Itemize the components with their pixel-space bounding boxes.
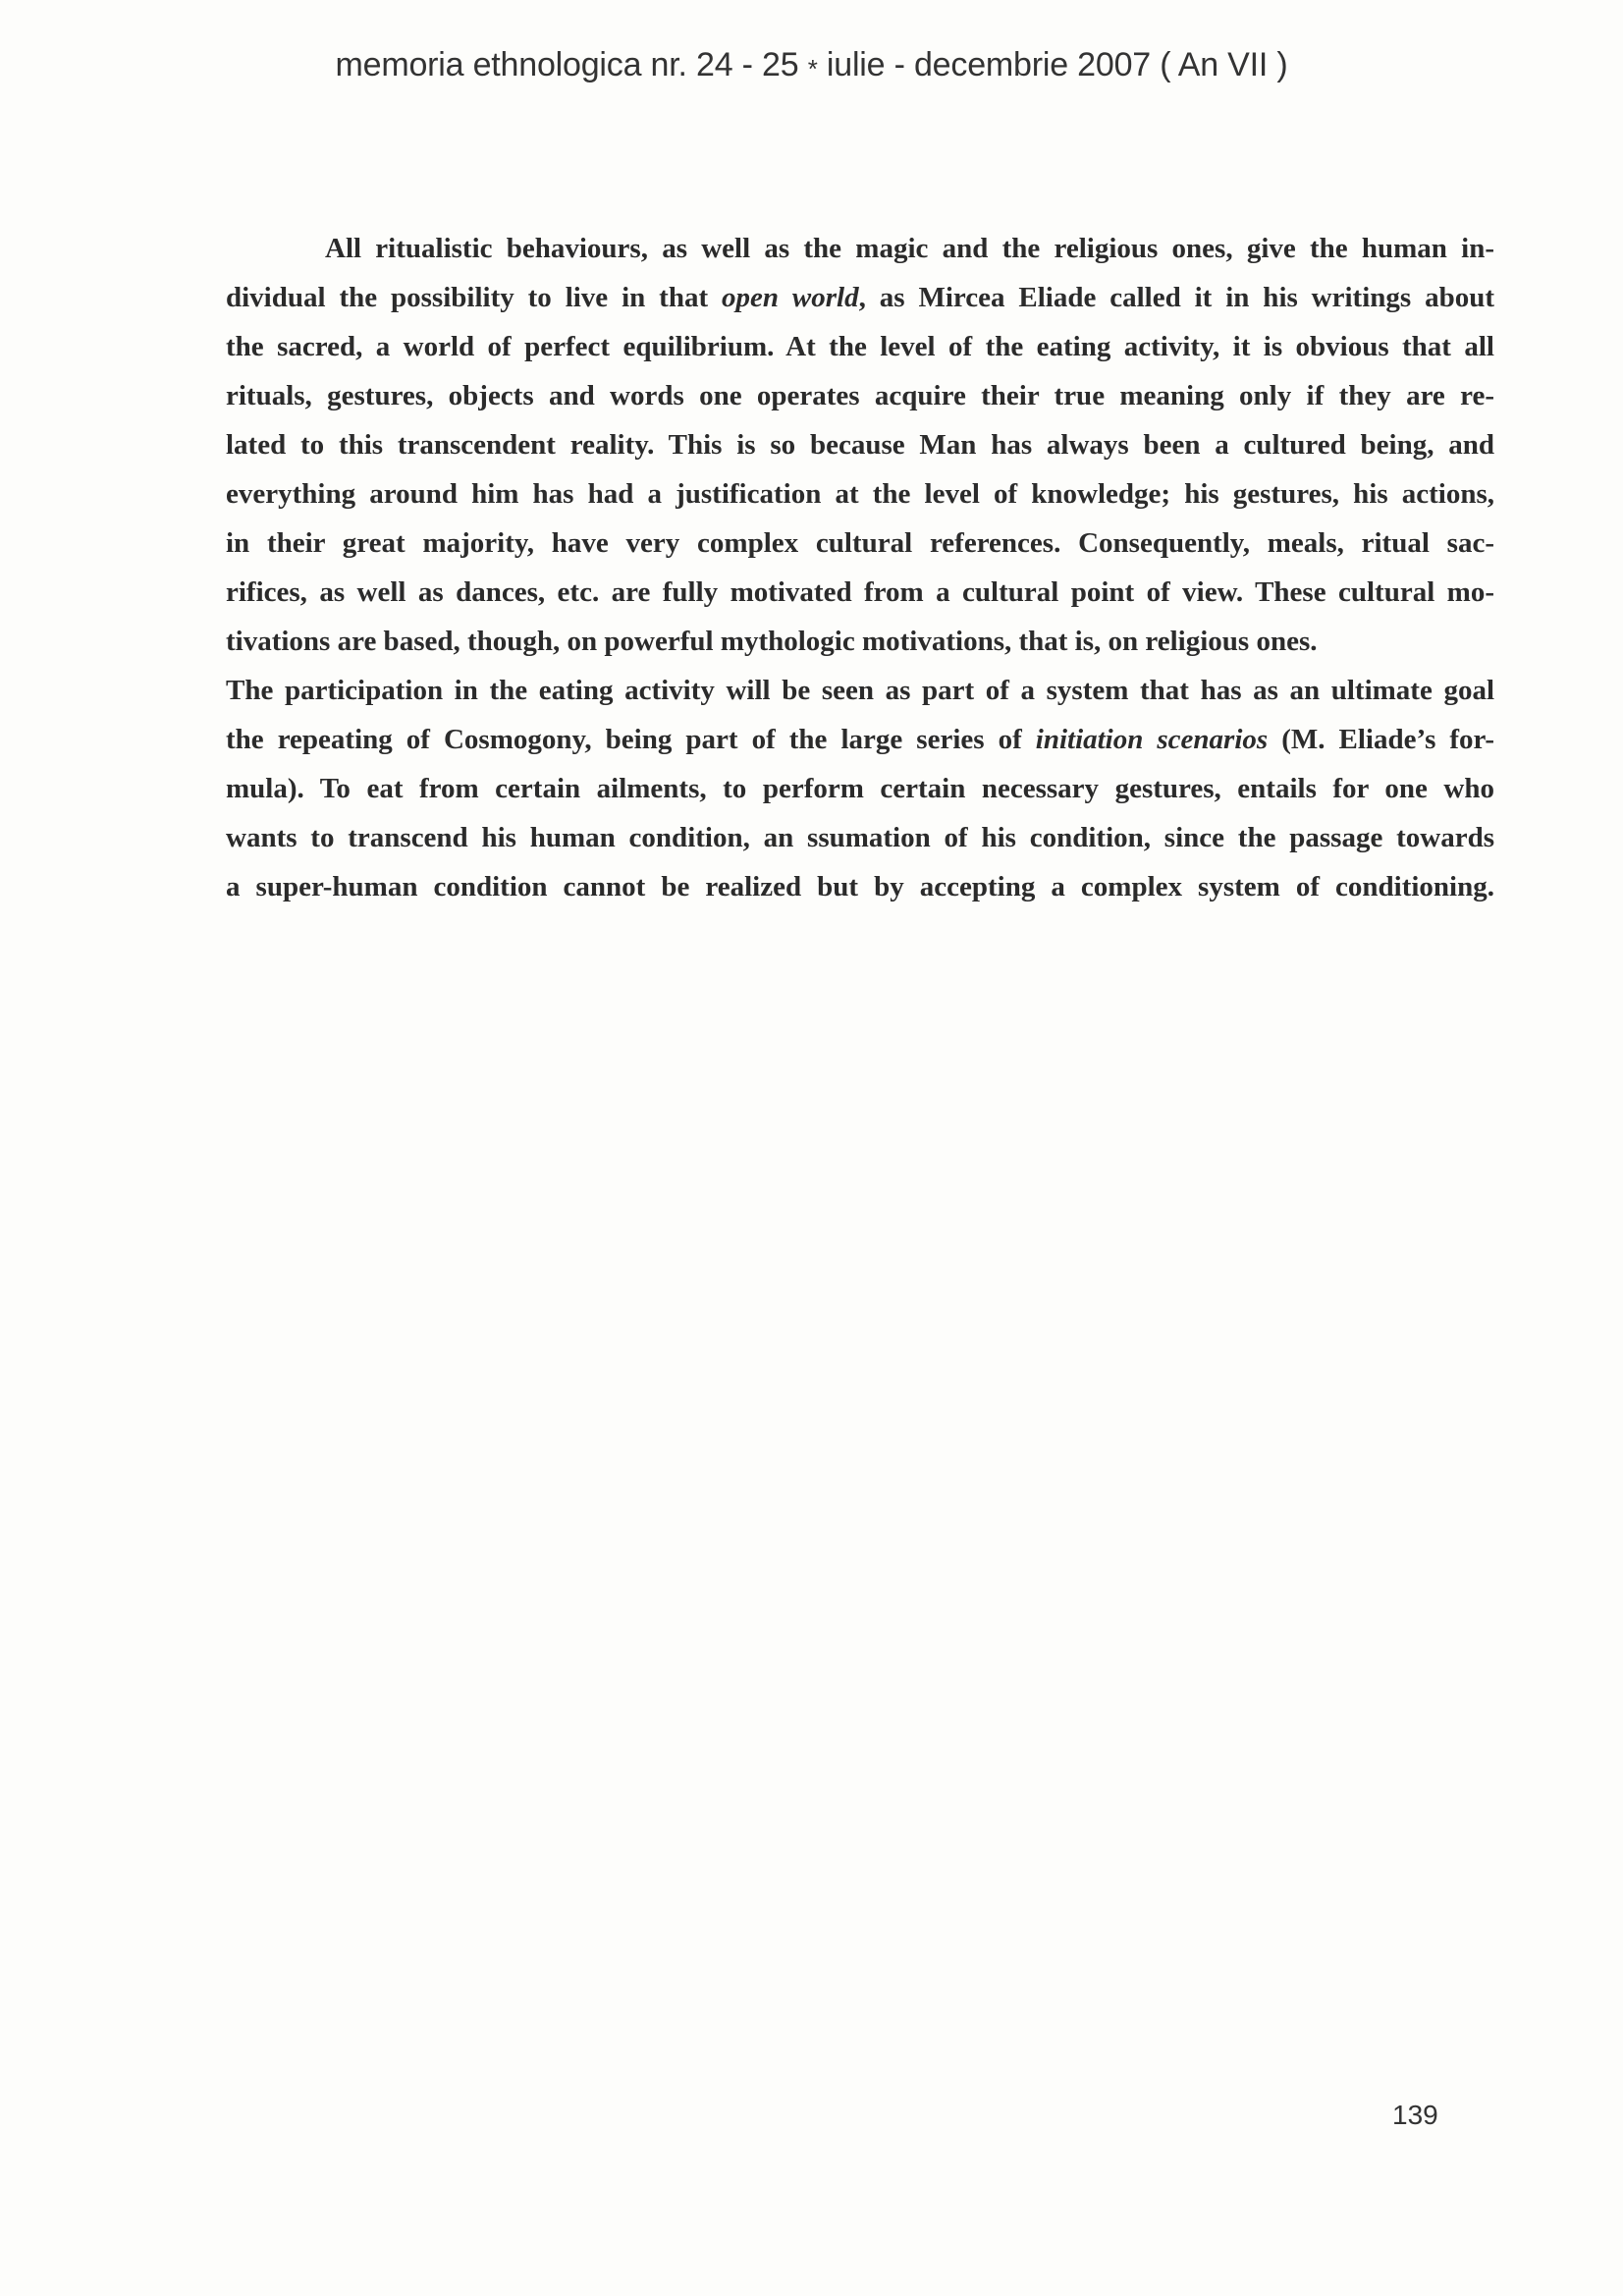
text-line: tivations are based, though, on powerful mythologic motivations, that is, on religious ones. [226, 626, 1318, 657]
page-number: 139 [1392, 2100, 1438, 2130]
running-header [0, 46, 1623, 84]
text-line: the repeating of Cosmogony, being part of the large series of initiation scenarios (M. Eliade’s for- [226, 724, 1494, 755]
text-line: rifices, as well as dances, etc. are fully motivated from a cultural point of view. These cultural mo- [226, 576, 1494, 608]
text-line: rituals, gestures, objects and words one operates acquire their true meaning only if they are re- [226, 380, 1494, 411]
text-line: mula). To eat from certain ailments, to perform certain necessary gestures, entails for one who [226, 773, 1494, 804]
emphasis-open-world: open world [722, 282, 859, 313]
text-line: everything around him has had a justification at the level of knowledge; his gestures, his actions, [226, 478, 1494, 510]
text-line: The participation in the eating activity will be seen as part of a system that has as an ultimate goal [226, 675, 1494, 706]
body-text [226, 224, 1494, 911]
text-line: lated to this transcendent reality. This is so because Man has always been a cultured being, and [226, 429, 1494, 461]
text-line: All ritualistic behaviours, as well as the magic and the religious ones, give the human in- [325, 233, 1494, 264]
text-line: the sacred, a world of perfect equilibrium. At the level of the eating activity, it is obvious that all [226, 331, 1494, 362]
text-line: a super-human condition cannot be realized but by accepting a complex system of conditioning. [226, 871, 1494, 902]
text-line: wants to transcend his human condition, an ssumation of his condition, since the passage towards [226, 822, 1494, 853]
emphasis-initiation-scenarios: initiation scenarios [1035, 724, 1269, 755]
issue-date: iulie - decembrie 2007 ( An VII ) [826, 46, 1288, 83]
text-line: dividual the possibility to live in that open world, as Mircea Eliade called it in his writings about [226, 282, 1494, 313]
text-line: in their great majority, have very complex cultural references. Consequently, meals, ritual sac- [226, 527, 1494, 559]
header-separator: * [807, 54, 818, 83]
journal-title: memoria ethnologica nr. 24 - 25 [335, 46, 799, 83]
